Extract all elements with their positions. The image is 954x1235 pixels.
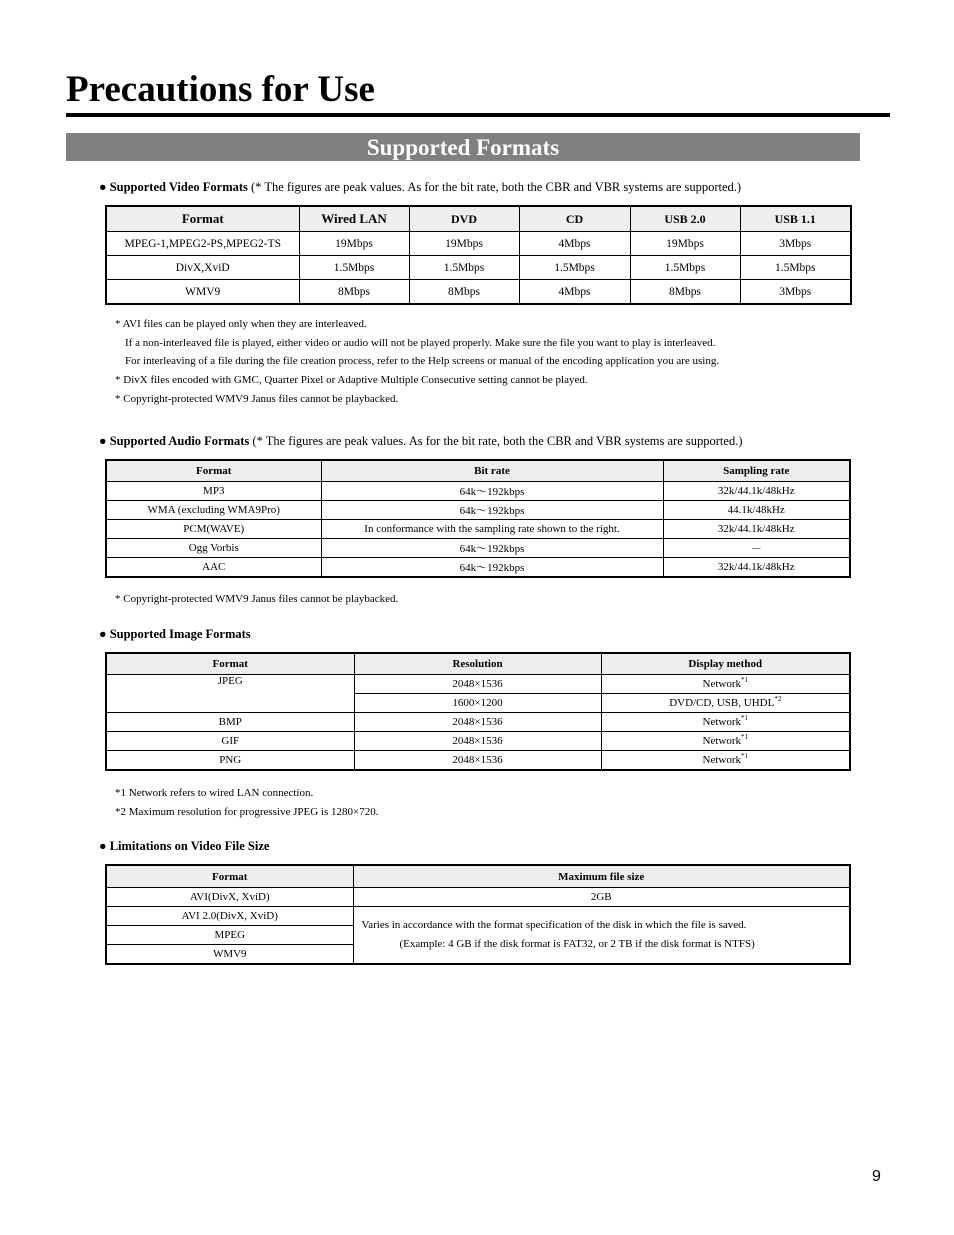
audio-formats-table	[105, 459, 851, 578]
table-cell	[601, 675, 850, 694]
table-cell: 64k〜192kbps	[321, 539, 663, 558]
footnote-marker: *2	[774, 695, 782, 703]
table-cell: AAC	[106, 558, 321, 578]
table-cell: JPEG	[106, 675, 354, 713]
table-cell: 8Mbps	[630, 280, 740, 305]
image-heading	[99, 627, 251, 642]
table-cell: 2GB	[353, 888, 850, 907]
table-cell: 1.5Mbps	[299, 256, 409, 280]
table-cell: 19Mbps	[409, 232, 519, 256]
table-header-row	[106, 460, 850, 482]
note-line: * DivX files encoded with GMC, Quarter Pixel or Adaptive Multiple Consecutive setting cannot be played.	[115, 374, 588, 387]
page-title: Precautions for Use	[66, 69, 375, 110]
table-cell: PCM(WAVE)	[106, 520, 321, 539]
column-header: Wired LAN	[299, 206, 409, 232]
bullet-icon: ●	[99, 434, 107, 448]
table-cell: 2048×1536	[354, 751, 601, 771]
table-cell: WMV9	[106, 280, 299, 305]
bullet-icon: ●	[99, 627, 107, 641]
video-notes	[115, 315, 719, 409]
table-cell: 2048×1536	[354, 713, 601, 732]
table-cell: PNG	[106, 751, 354, 771]
audio-heading	[99, 434, 742, 449]
bullet-icon: ●	[99, 839, 107, 853]
title-rule	[66, 113, 890, 117]
table-cell: 64k〜192kbps	[321, 501, 663, 520]
footnote-marker: *1	[741, 676, 748, 684]
table-cell: AVI 2.0(DivX, XviD)	[106, 907, 353, 926]
column-header: Format	[106, 865, 353, 888]
audio-heading-label: Supported Audio Formats	[109, 434, 250, 448]
video-formats-table	[105, 205, 852, 305]
table-cell: 64k〜192kbps	[321, 558, 663, 578]
display-method: Network	[702, 716, 741, 728]
footnote-marker: *1	[741, 714, 748, 722]
note-line: * Copyright-protected WMV9 Janus files cannot be playbacked.	[115, 392, 399, 405]
table-cell: 8Mbps	[299, 280, 409, 305]
note-line: If a non-interleaved file is played, either video or audio will not be played properly. Make sure the file you want to play is interleaved.	[125, 336, 716, 349]
table-row	[106, 482, 850, 501]
audio-heading-note: (* The figures are peak values. As for the bit rate, both the CBR and VBR systems are supported.)	[252, 434, 743, 448]
table-row	[106, 732, 850, 751]
table-cell: GIF	[106, 732, 354, 751]
table-cell: MPEG	[106, 926, 353, 945]
table-cell	[353, 907, 850, 965]
table-header-row	[106, 206, 851, 232]
table-cell	[601, 694, 850, 713]
filesize-heading-label: Limitations on Video File Size	[109, 839, 270, 853]
table-cell: 1.5Mbps	[409, 256, 519, 280]
section-title: Supported Formats	[66, 133, 860, 161]
table-cell: 3Mbps	[740, 232, 851, 256]
table-row	[106, 539, 850, 558]
varies-line: (Example: 4 GB if the disk format is FAT32, or 2 TB if the disk format is NTFS)	[399, 938, 755, 950]
table-cell: WMV9	[106, 945, 353, 965]
filesize-heading	[99, 839, 269, 854]
column-header: Resolution	[354, 653, 601, 675]
column-header: Format	[106, 460, 321, 482]
table-cell: 32k/44.1k/48kHz	[663, 558, 850, 578]
column-header: CD	[519, 206, 630, 232]
table-cell: 2048×1536	[354, 675, 601, 694]
table-cell: 19Mbps	[630, 232, 740, 256]
note-line: *2 Maximum resolution for progressive JPEG is 1280×720.	[115, 805, 379, 818]
video-heading	[99, 180, 741, 195]
table-cell: 1.5Mbps	[740, 256, 851, 280]
table-cell: 32k/44.1k/48kHz	[663, 482, 850, 501]
footnote-marker: *1	[741, 752, 748, 760]
table-cell: 8Mbps	[409, 280, 519, 305]
column-header: Bit rate	[321, 460, 663, 482]
table-row	[106, 232, 851, 256]
column-header: Maximum file size	[353, 865, 850, 888]
bullet-icon: ●	[99, 180, 107, 194]
table-cell: 19Mbps	[299, 232, 409, 256]
display-method: DVD/CD, USB, UHDL	[669, 697, 775, 709]
table-cell: 4Mbps	[519, 232, 630, 256]
table-cell: Ogg Vorbis	[106, 539, 321, 558]
column-header: USB 2.0	[630, 206, 740, 232]
table-header-row	[106, 865, 850, 888]
table-row	[106, 713, 850, 732]
table-cell	[601, 751, 850, 771]
table-row	[106, 256, 851, 280]
table-cell: BMP	[106, 713, 354, 732]
table-row	[106, 888, 850, 907]
table-cell: 2048×1536	[354, 732, 601, 751]
page-number: 9	[872, 1168, 881, 1185]
display-method: Network	[702, 678, 741, 690]
column-header: Display method	[601, 653, 850, 675]
table-cell: 3Mbps	[740, 280, 851, 305]
table-row	[106, 751, 850, 771]
note-line: For interleaving of a file during the file creation process, refer to the Help screens or manual of the encoding application you are using.	[125, 355, 720, 368]
note-line: * Copyright-protected WMV9 Janus files cannot be playbacked.	[115, 593, 399, 605]
table-cell	[601, 732, 850, 751]
table-cell: 44.1k/48kHz	[663, 501, 850, 520]
display-method: Network	[702, 754, 741, 766]
footnote-marker: *1	[741, 733, 748, 741]
display-method: Network	[702, 735, 741, 747]
table-cell: 1600×1200	[354, 694, 601, 713]
table-cell: DivX,XviD	[106, 256, 299, 280]
table-cell: WMA (excluding WMA9Pro)	[106, 501, 321, 520]
table-row	[106, 675, 850, 694]
image-formats-table	[105, 652, 851, 771]
table-row	[106, 520, 850, 539]
column-header: Format	[106, 653, 354, 675]
table-cell: In conformance with the sampling rate shown to the right.	[321, 520, 663, 539]
table-cell: －	[663, 539, 850, 558]
table-cell: 1.5Mbps	[519, 256, 630, 280]
table-header-row	[106, 653, 850, 675]
table-cell: 4Mbps	[519, 280, 630, 305]
video-heading-label: Supported Video Formats	[109, 180, 248, 194]
table-cell: 64k〜192kbps	[321, 482, 663, 501]
note-line: *1 Network refers to wired LAN connection.	[115, 787, 314, 799]
video-heading-note: (* The figures are peak values. As for the bit rate, both the CBR and VBR systems are supported.)	[251, 180, 742, 194]
table-cell	[601, 713, 850, 732]
table-cell: 32k/44.1k/48kHz	[663, 520, 850, 539]
table-cell: 1.5Mbps	[630, 256, 740, 280]
table-row	[106, 280, 851, 305]
column-header: Format	[106, 206, 299, 232]
table-cell: MP3	[106, 482, 321, 501]
table-row	[106, 501, 850, 520]
table-cell: MPEG-1,MPEG2-PS,MPEG2-TS	[106, 232, 299, 256]
varies-line: Varies in accordance with the format specification of the disk in which the file is saved.	[361, 919, 747, 931]
table-row	[106, 907, 850, 926]
audio-notes	[115, 590, 398, 609]
table-row	[106, 558, 850, 578]
column-header: USB 1.1	[740, 206, 851, 232]
image-heading-label: Supported Image Formats	[109, 627, 251, 641]
image-notes	[115, 784, 378, 821]
table-cell: AVI(DivX, XviD)	[106, 888, 353, 907]
column-header: Sampling rate	[663, 460, 850, 482]
file-size-table	[105, 864, 851, 965]
note-line: * AVI files can be played only when they are interleaved.	[115, 318, 367, 330]
column-header: DVD	[409, 206, 519, 232]
